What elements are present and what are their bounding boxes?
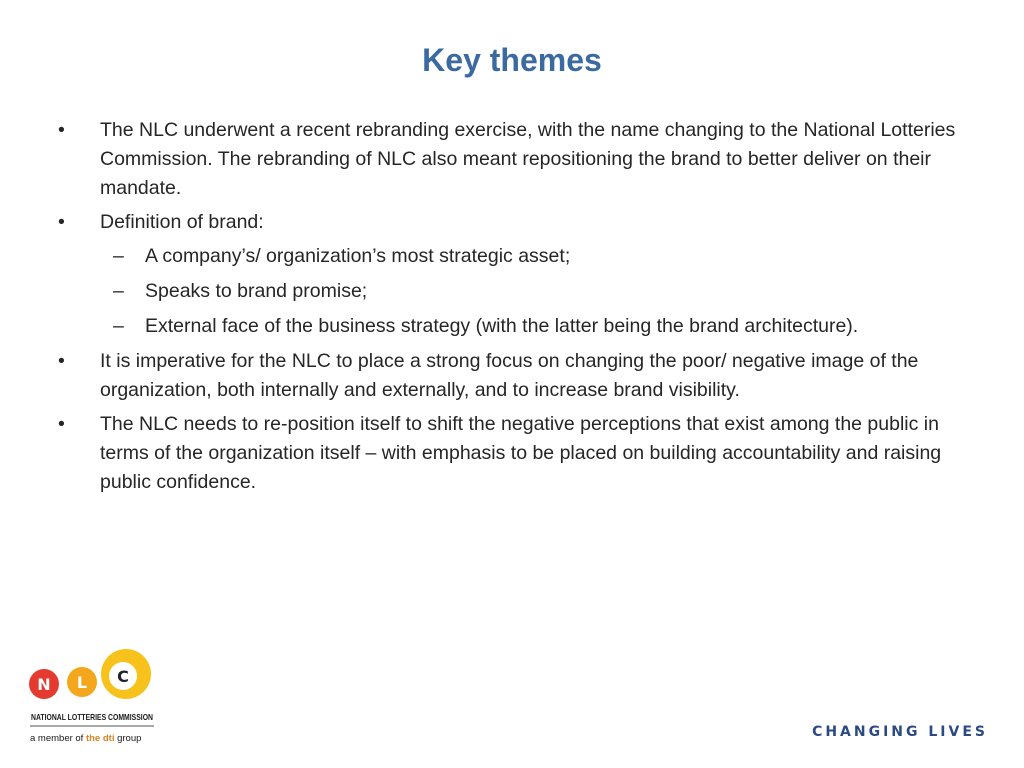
bullet-text: Definition of brand: bbox=[100, 211, 264, 233]
slide-title: Key themes bbox=[422, 42, 602, 78]
logo-letter-n: N bbox=[37, 675, 51, 694]
bullet-icon: • bbox=[58, 413, 65, 435]
bullet-icon: • bbox=[58, 119, 65, 141]
logo-member-suffix: group bbox=[114, 733, 142, 744]
sub-bullet-text: External face of the business strategy (with the latter being the brand architecture). bbox=[145, 315, 859, 337]
sub-bullet-item bbox=[56, 277, 986, 306]
bullet-text: The NLC needs to re-position itself to shift the negative perceptions that exist among the public in terms of the organization itself – with emphasis to be placed on building accountability and raising public confidence. bbox=[100, 413, 942, 493]
sub-bullet-text: A company’s/ organization’s most strategic asset; bbox=[145, 245, 571, 267]
nlc-logo bbox=[26, 646, 166, 750]
logo-letter-l: L bbox=[76, 673, 88, 692]
dash-icon: – bbox=[113, 280, 124, 302]
logo-letter-c: C bbox=[117, 667, 129, 686]
logo-member-prefix: a member of bbox=[30, 733, 86, 744]
bullet-list bbox=[56, 116, 986, 502]
bullet-item bbox=[56, 410, 986, 497]
logo-org-name: NATIONAL LOTTERIES COMMISSION bbox=[31, 712, 153, 722]
sub-bullet-item bbox=[56, 312, 986, 341]
logo-member-brand: the dti bbox=[85, 733, 115, 744]
sub-bullet-text: Speaks to brand promise; bbox=[145, 280, 368, 302]
logo-member-line bbox=[30, 733, 141, 744]
bullet-item bbox=[56, 347, 986, 405]
footer-tagline: CHANGING LIVES bbox=[812, 724, 988, 740]
dash-icon: – bbox=[113, 315, 124, 337]
bullet-item bbox=[56, 116, 986, 203]
bullet-icon: • bbox=[58, 350, 65, 372]
bullet-text: The NLC underwent a recent rebranding exercise, with the name changing to the National Lotteries Commission. The rebranding of NLC also meant repositioning the brand to better deliver on their mandate. bbox=[100, 119, 956, 199]
dash-icon: – bbox=[113, 245, 124, 267]
sub-bullet-item bbox=[56, 242, 986, 271]
bullet-text: It is imperative for the NLC to place a strong focus on changing the poor/ negative image of the organization, both internally and externally, and to increase brand visibility. bbox=[100, 350, 919, 401]
bullet-item bbox=[56, 208, 986, 237]
bullet-icon: • bbox=[58, 211, 65, 233]
